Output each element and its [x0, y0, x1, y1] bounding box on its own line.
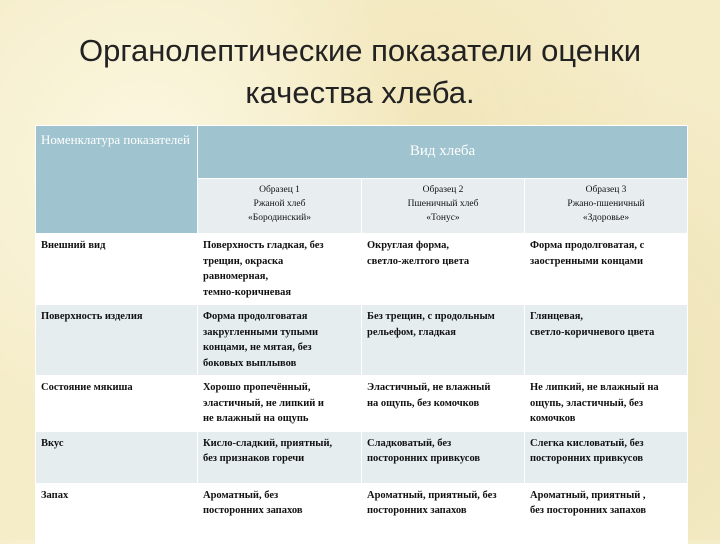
cell-line: Сладковатый, без [367, 437, 452, 449]
cell-line: светло-коричневого цвета [530, 326, 655, 338]
sample-name: «Бородинский» [248, 213, 311, 223]
sample-label: Образец 1 [259, 185, 300, 195]
table-row [36, 305, 688, 376]
cell-line: эластичный, не липкий и [203, 397, 324, 409]
cell-line: Хорошо пропечённый, [203, 382, 311, 393]
cell-line: посторонних запахов [367, 505, 467, 516]
table-cell [362, 431, 525, 483]
cell-line: боковых выплывов [203, 357, 297, 369]
table-row [36, 483, 688, 543]
cell-line: без признаков горечи [203, 453, 305, 464]
table-cell [525, 483, 688, 543]
cell-line: Форма продолговатая [203, 311, 308, 322]
cell-line: Без трещин, с продольным [367, 311, 495, 322]
table-cell [362, 376, 525, 432]
slide-title-line-1: Органолептические показатели оценки [78, 33, 642, 68]
table-cell [525, 234, 688, 305]
cell-line: не влажный на ощупь [203, 413, 309, 424]
table-header-row [36, 126, 688, 179]
row-label: Вкус [36, 431, 198, 483]
sample-name: «Тонус» [426, 213, 460, 223]
table-row [36, 234, 688, 305]
sample-label: Образец 2 [422, 185, 464, 195]
sample-type: Ржано-пшеничный [567, 199, 645, 209]
cell-line: рельефом, гладкая [367, 326, 456, 338]
table-cell [362, 305, 525, 376]
cell-line: Форма продолговатая, с [530, 240, 645, 251]
table-cell [362, 234, 525, 305]
cell-line: закругленными тупыми [203, 326, 319, 338]
cell-line: равномерная, [203, 271, 269, 282]
sample-header [198, 179, 362, 234]
cell-line: на ощупь, без комочков [367, 397, 480, 409]
cell-line: Кисло-сладкий, приятный, [203, 437, 333, 449]
slide-title-line-2: качества хлеба. [245, 75, 475, 110]
sample-type: Ржаной хлеб [253, 199, 306, 209]
group-header: Вид хлеба [198, 126, 688, 179]
cell-line: посторонних привкусов [530, 453, 644, 464]
slide-title [40, 30, 680, 114]
cell-line: светло-желтого цвета [367, 255, 470, 267]
table-row [36, 376, 688, 432]
cell-line: трещин, окраска [203, 255, 284, 267]
row-label: Запах [36, 483, 198, 543]
cell-line: комочков [530, 413, 576, 424]
table-cell [362, 483, 525, 543]
sample-type: Пшеничный хлеб [407, 199, 479, 209]
cell-line: Ароматный, приятный , [530, 489, 646, 501]
cell-line: Ароматный, без [203, 489, 279, 501]
table-row [36, 431, 688, 483]
cell-line: Округлая форма, [367, 240, 450, 251]
quality-table [35, 125, 688, 544]
sample-header [362, 179, 525, 234]
cell-line: заостренными концами [530, 255, 644, 267]
table-cell [198, 431, 362, 483]
cell-line: темно-коричневая [203, 286, 292, 298]
sample-header [525, 179, 688, 234]
cell-line: концами, не мятая, без [203, 342, 312, 353]
cell-line: Ароматный, приятный, без [367, 489, 497, 501]
table-cell [525, 431, 688, 483]
table-cell [525, 376, 688, 432]
cell-line: Не липкий, не влажный на [530, 382, 659, 393]
table-cell [525, 305, 688, 376]
cell-line: Слегка кисловатый, без [530, 437, 644, 449]
sample-name: «Здоровье» [582, 213, 630, 223]
table-cell [198, 305, 362, 376]
cell-line: Эластичный, не влажный [367, 382, 491, 393]
cell-line: ощупь, эластичный, без [530, 397, 644, 409]
row-label: Состояние мякиша [36, 376, 198, 432]
cell-line: посторонних запахов [203, 505, 303, 516]
row-label: Внешний вид [36, 234, 198, 305]
corner-header: Номенклатура показателей [36, 126, 198, 234]
table-cell [198, 234, 362, 305]
cell-line: посторонних привкусов [367, 453, 481, 464]
cell-line: Глянцевая, [530, 311, 584, 322]
table-cell [198, 483, 362, 543]
sample-label: Образец 3 [585, 185, 627, 195]
row-label: Поверхность изделия [36, 305, 198, 376]
cell-line: Поверхность гладкая, без [203, 240, 324, 251]
table-cell [198, 376, 362, 432]
cell-line: без посторонних запахов [530, 505, 647, 516]
